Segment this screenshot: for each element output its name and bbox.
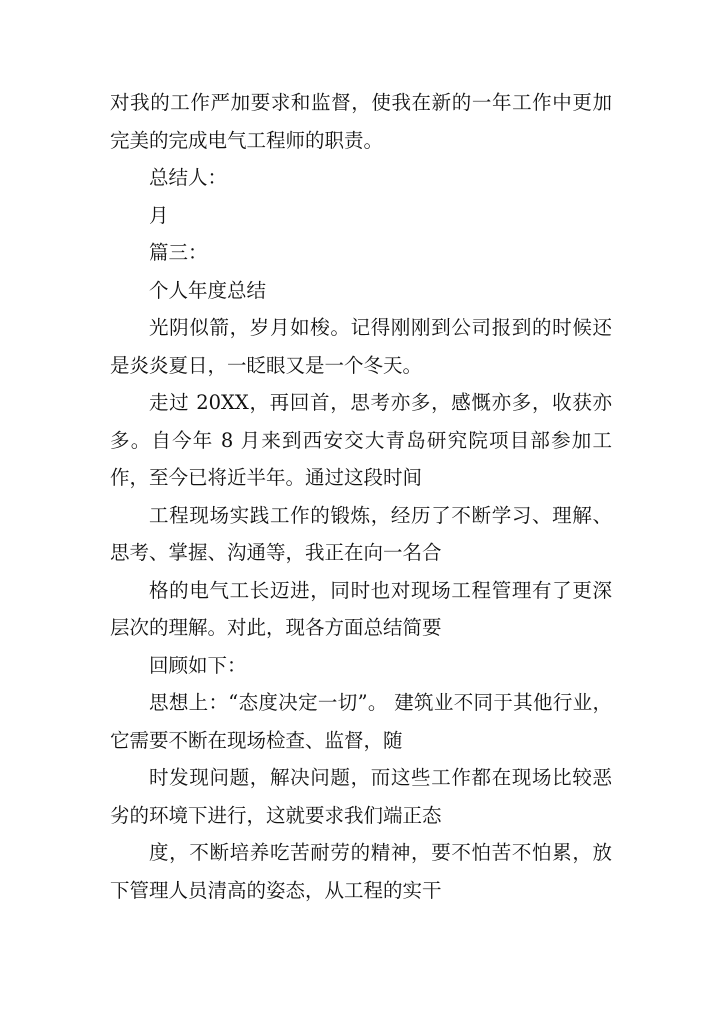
paragraph-continuation: 对我的工作严加要求和监督，使我在新的一年工作中更加完美的完成电气工程师的职责。 (110, 91, 612, 152)
paragraph-hardwork: 度，不断培养吃苦耐劳的精神，要不怕苦不怕累，放下管理人员清高的姿态，从工程的实干 (110, 841, 612, 902)
paragraph-intro: 光阴似箭，岁月如梭。记得刚刚到公司报到的时候还是炎炎夏日，一眨眼又是一个冬天。 (110, 316, 612, 377)
paragraph-attitude: 思想上：“态度决定一切”。 建筑业不同于其他行业，它需要不断在现场检查、监督，随 (110, 691, 612, 752)
paragraph-month: 月 (149, 203, 169, 227)
paragraph-problems: 时发现问题，解决问题，而这些工作都在现场比较恶劣的环境下进行，这就要求我们端正态 (110, 766, 612, 827)
paragraph-review: 走过 20XX，再回首，思考亦多，感慨亦多，收获亦多。自今年 8 月来到西安交大青岛研究院项目部参加工作，至今已将近半年。通过这段时间 (110, 391, 612, 489)
paragraph-summarizer: 总结人： (149, 166, 228, 189)
paragraph-progress: 格的电气工长迈进，同时也对现场工程管理有了更深层次的理解。对此，现各方面总结简要 (110, 578, 612, 639)
document-title: 个人年度总结 (149, 278, 267, 302)
paragraph-review-heading: 回顾如下： (149, 653, 247, 677)
section-heading: 篇三： (149, 241, 208, 264)
document-body (110, 84, 612, 909)
paragraph-practice: 工程现场实践工作的锻炼，经历了不断学习、理解、思考、掌握、沟通等，我正在向一名合 (110, 503, 612, 564)
